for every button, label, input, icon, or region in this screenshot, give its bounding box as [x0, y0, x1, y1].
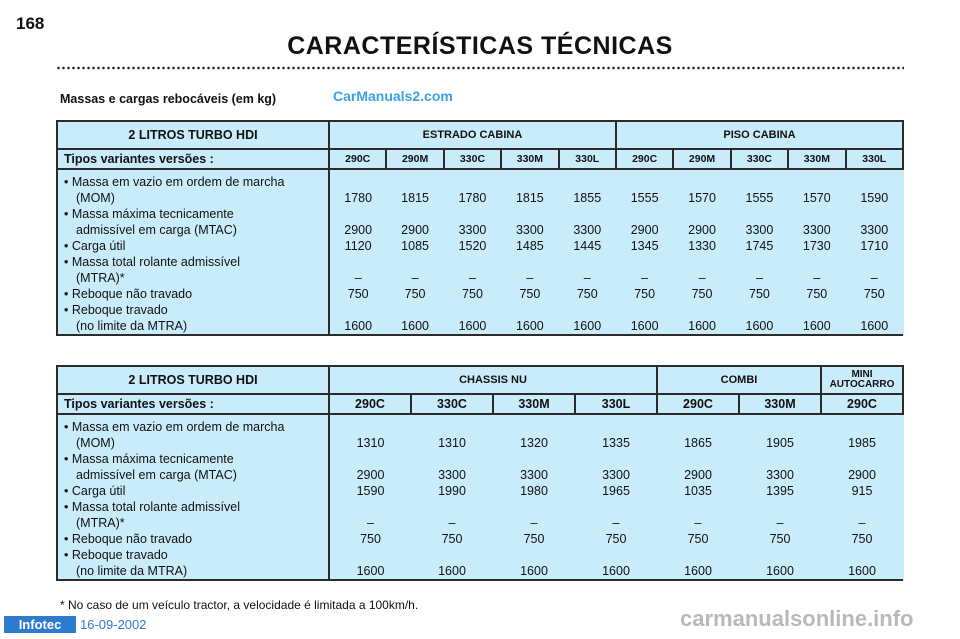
infotec-logo: Infotec: [4, 616, 76, 633]
value-spacer: [731, 302, 788, 318]
value-mtac: 3300: [602, 468, 630, 482]
value-mom: 1320: [520, 436, 548, 450]
value-reboque-nao-travado: 750: [634, 287, 656, 301]
value-spacer: [444, 206, 501, 222]
value-spacer: [575, 499, 657, 515]
value-spacer: [657, 499, 739, 515]
value-mtac: 3300: [745, 223, 774, 237]
value-spacer: [501, 174, 558, 190]
value-carga: 1330: [688, 239, 716, 253]
value-carga: 1120: [344, 239, 372, 253]
value-reboque-nao-travado: 750: [523, 532, 545, 546]
table1-group-estrado-cabina: ESTRADO CABINA: [329, 121, 616, 149]
value-spacer: [444, 174, 501, 190]
value-mtra: –: [694, 516, 702, 530]
value-spacer: [821, 419, 903, 435]
value-carga: 1990: [438, 484, 466, 498]
value-mtac: 3300: [802, 223, 831, 237]
value-spacer: [731, 206, 788, 222]
print-date: 16-09-2002: [80, 617, 147, 632]
value-mtra: –: [698, 271, 706, 285]
value-mom: 1310: [356, 436, 385, 450]
table1-value-column: [386, 169, 443, 335]
value-spacer: [616, 174, 673, 190]
footnote: * No caso de um veículo tractor, a velocidade é limitada a 100km/h.: [60, 598, 419, 612]
value-mtac: 2900: [344, 223, 373, 237]
value-mtra: –: [367, 516, 374, 530]
table1-variant: 290M: [673, 149, 730, 169]
watermark-top: CarManuals2.com: [333, 88, 453, 104]
value-mtra: –: [612, 516, 620, 530]
value-mom: 1780: [344, 191, 373, 205]
value-reboque-nao-travado: 750: [519, 287, 541, 301]
value-reboque-nao-travado: 750: [605, 532, 627, 546]
value-reboque-travado: 1600: [688, 319, 716, 333]
value-spacer: [731, 174, 788, 190]
value-mtra: –: [870, 271, 878, 285]
value-spacer: [731, 254, 788, 270]
value-spacer: [330, 302, 386, 318]
value-spacer: [575, 547, 657, 563]
value-mom: 1815: [515, 191, 544, 205]
value-reboque-travado: 1600: [520, 564, 548, 578]
value-spacer: [411, 419, 493, 435]
table1-variant: 290M: [386, 149, 443, 169]
value-reboque-nao-travado: 750: [576, 287, 598, 301]
value-mtac: 3300: [438, 468, 466, 482]
value-spacer: [411, 547, 493, 563]
value-mom: 1855: [573, 191, 602, 205]
section-subtitle: Massas e cargas rebocáveis (em kg): [60, 92, 277, 106]
value-spacer: [846, 206, 903, 222]
value-reboque-travado: 1600: [848, 564, 876, 578]
table1-value-column: [616, 169, 673, 335]
table2-variant: 330C: [411, 394, 493, 414]
value-spacer: [673, 206, 730, 222]
value-spacer: [330, 419, 411, 435]
table2-value-column: [575, 414, 657, 580]
table1-value-column: [444, 169, 501, 335]
value-mom: 1985: [848, 436, 876, 450]
table1-variant: 330L: [846, 149, 903, 169]
table1-value-column: [788, 169, 845, 335]
value-carga: 1710: [860, 239, 889, 253]
value-spacer: [501, 302, 558, 318]
table1-variant: 330C: [731, 149, 788, 169]
label-reboque-nao-travado: • Reboque não travado: [64, 532, 193, 546]
label-reboque-travado-sub: (no limite da MTRA): [76, 319, 188, 333]
value-reboque-nao-travado: 750: [687, 532, 709, 546]
label-mom-sub: (MOM): [76, 436, 115, 450]
value-spacer: [330, 547, 411, 563]
table2-group-mini: MINI: [851, 369, 873, 380]
value-mtra: –: [448, 516, 456, 530]
value-spacer: [657, 547, 739, 563]
label-mtac-sub: admissível em carga (MTAC): [76, 223, 237, 237]
value-spacer: [411, 451, 493, 467]
value-spacer: [616, 302, 673, 318]
table2-variant: 290C: [329, 394, 411, 414]
value-spacer: [739, 499, 821, 515]
label-mom: • Massa em vazio em ordem de marcha: [64, 420, 285, 434]
label-mom: • Massa em vazio em ordem de marcha: [64, 175, 285, 189]
label-mtac-sub: admissível em carga (MTAC): [76, 468, 237, 482]
value-mom: 1555: [630, 191, 659, 205]
value-mtra: –: [526, 271, 534, 285]
label-mtra-sub: (MTRA)*: [76, 271, 125, 285]
table1-row-labels: [57, 169, 329, 335]
value-spacer: [386, 302, 443, 318]
value-mom: 1335: [602, 436, 630, 450]
page-number: 168: [16, 14, 45, 33]
value-mom: 1780: [458, 191, 487, 205]
value-mtra: –: [354, 271, 362, 285]
table1-value-column: [559, 169, 616, 335]
value-reboque-travado: 1600: [438, 564, 466, 578]
mass-table-1: [56, 120, 904, 336]
value-reboque-travado: 1600: [745, 319, 774, 333]
value-spacer: [821, 547, 903, 563]
table2-variant: 330M: [493, 394, 575, 414]
value-carga: 1980: [520, 484, 548, 498]
value-carga: 1730: [802, 239, 831, 253]
value-reboque-nao-travado: 750: [441, 532, 463, 546]
value-reboque-travado: 1600: [684, 564, 712, 578]
value-spacer: [788, 174, 845, 190]
table2-variants-label: Tipos variantes versões :: [57, 394, 329, 414]
page-title: CARACTERÍSTICAS TÉCNICAS: [287, 32, 673, 60]
value-spacer: [846, 174, 903, 190]
value-reboque-nao-travado: 750: [863, 287, 885, 301]
value-mtac: 3300: [766, 468, 794, 482]
table1-value-column: [501, 169, 558, 335]
value-mtac: 3300: [860, 223, 889, 237]
table1-variant: 330M: [788, 149, 845, 169]
value-spacer: [493, 419, 575, 435]
value-spacer: [444, 254, 501, 270]
value-mtra: –: [469, 271, 476, 285]
value-spacer: [616, 206, 673, 222]
value-mom: 1570: [802, 191, 831, 205]
value-reboque-travado: 1600: [344, 319, 373, 333]
value-mtac: 3300: [520, 468, 548, 482]
value-mom: 1310: [438, 436, 466, 450]
table1-value-column: [731, 169, 788, 335]
value-spacer: [575, 419, 657, 435]
value-spacer: [386, 206, 443, 222]
table1-variant: 330L: [559, 149, 616, 169]
value-mom: 1865: [684, 436, 712, 450]
label-mtac: • Massa máxima tecnicamente: [64, 207, 234, 221]
label-mtra: • Massa total rolante admissível: [64, 500, 240, 514]
value-reboque-nao-travado: 750: [360, 532, 381, 546]
dotted-divider: [56, 66, 904, 70]
value-carga: 1085: [401, 239, 429, 253]
value-mom: 1555: [745, 191, 774, 205]
value-spacer: [846, 254, 903, 270]
value-spacer: [493, 451, 575, 467]
watermark-bottom: carmanualsonline.info: [680, 606, 914, 631]
table1-value-column: [673, 169, 730, 335]
value-reboque-travado: 1600: [766, 564, 794, 578]
value-reboque-travado: 1600: [602, 564, 630, 578]
value-reboque-nao-travado: 750: [347, 287, 369, 301]
table2-group-mini-autocarro: [821, 366, 903, 394]
value-carga: 1035: [684, 484, 712, 498]
table2-group-combi: COMBI: [657, 366, 821, 394]
value-mom: 1905: [766, 436, 794, 450]
value-carga: 1485: [515, 239, 544, 253]
value-mtac: 2900: [401, 223, 429, 237]
value-mtac: 3300: [515, 223, 544, 237]
label-reboque-travado: • Reboque travado: [64, 548, 168, 562]
value-spacer: [575, 451, 657, 467]
label-mtra: • Massa total rolante admissível: [64, 255, 240, 269]
value-mom: 1590: [860, 191, 889, 205]
value-mtac: 2900: [688, 223, 716, 237]
table2-variant: 290C: [657, 394, 739, 414]
label-carga: • Carga útil: [64, 484, 126, 498]
value-reboque-nao-travado: 750: [749, 287, 770, 301]
value-spacer: [673, 254, 730, 270]
value-spacer: [673, 302, 730, 318]
table1-group-piso-cabina: PISO CABINA: [616, 121, 903, 149]
table1-variants-label: Tipos variantes versões :: [57, 149, 329, 169]
label-reboque-travado-sub: (no limite da MTRA): [76, 564, 188, 578]
table1-variant: 330M: [501, 149, 558, 169]
table1-value-column: [329, 169, 386, 335]
value-mtra: –: [776, 516, 784, 530]
label-carga: • Carga útil: [64, 239, 126, 253]
mass-table-2: [56, 365, 904, 581]
value-reboque-nao-travado: 750: [851, 532, 873, 546]
value-spacer: [788, 206, 845, 222]
table2-variant: 330M: [739, 394, 821, 414]
value-mtac: 2900: [848, 468, 876, 482]
value-spacer: [846, 302, 903, 318]
value-spacer: [788, 302, 845, 318]
table2-model-header: 2 LITROS TURBO HDI: [57, 366, 329, 394]
value-spacer: [788, 254, 845, 270]
table1-model-header: 2 LITROS TURBO HDI: [57, 121, 329, 149]
value-spacer: [493, 499, 575, 515]
table2-variant: 330L: [575, 394, 657, 414]
value-reboque-nao-travado: 750: [462, 287, 483, 301]
value-mtac: 2900: [684, 468, 712, 482]
value-spacer: [657, 451, 739, 467]
value-spacer: [386, 174, 443, 190]
label-reboque-travado: • Reboque travado: [64, 303, 168, 317]
value-reboque-nao-travado: 750: [769, 532, 791, 546]
value-spacer: [559, 206, 616, 222]
value-mtra: –: [411, 271, 419, 285]
value-reboque-travado: 1600: [802, 319, 831, 333]
value-reboque-travado: 1600: [356, 564, 385, 578]
value-spacer: [330, 206, 386, 222]
value-spacer: [501, 206, 558, 222]
value-reboque-travado: 1600: [630, 319, 659, 333]
value-spacer: [411, 499, 493, 515]
value-mtra: –: [530, 516, 538, 530]
value-spacer: [444, 302, 501, 318]
value-spacer: [501, 254, 558, 270]
label-mtra-sub: (MTRA)*: [76, 516, 125, 530]
value-carga: 915: [851, 484, 873, 498]
value-carga: 1745: [745, 239, 774, 253]
value-mtac: 2900: [630, 223, 659, 237]
value-reboque-nao-travado: 750: [404, 287, 426, 301]
table2-group-autocarro: AUTOCARRO: [829, 379, 895, 390]
value-reboque-nao-travado: 750: [691, 287, 713, 301]
table1-variant: 290C: [616, 149, 673, 169]
label-reboque-nao-travado: • Reboque não travado: [64, 287, 193, 301]
value-spacer: [673, 174, 730, 190]
value-reboque-travado: 1600: [860, 319, 889, 333]
table2-value-column: [411, 414, 493, 580]
label-mtac: • Massa máxima tecnicamente: [64, 452, 234, 466]
value-mtac: 3300: [573, 223, 602, 237]
table2-row-labels: [57, 414, 329, 580]
value-reboque-travado: 1600: [515, 319, 544, 333]
value-spacer: [330, 499, 411, 515]
value-mtra: –: [755, 271, 763, 285]
value-spacer: [559, 254, 616, 270]
value-mtra: –: [583, 271, 591, 285]
value-spacer: [739, 451, 821, 467]
value-reboque-nao-travado: 750: [806, 287, 828, 301]
label-mom-sub: (MOM): [76, 191, 115, 205]
table2-group-chassis-nu: CHASSIS NU: [329, 366, 657, 394]
value-spacer: [739, 419, 821, 435]
value-mtra: –: [858, 516, 866, 530]
value-spacer: [493, 547, 575, 563]
value-reboque-travado: 1600: [573, 319, 602, 333]
value-carga: 1590: [356, 484, 385, 498]
table2-value-column: [329, 414, 411, 580]
value-spacer: [821, 451, 903, 467]
value-spacer: [616, 254, 673, 270]
value-spacer: [330, 174, 386, 190]
table2-value-column: [739, 414, 821, 580]
value-mom: 1570: [688, 191, 716, 205]
table2-variant: 290C: [821, 394, 903, 414]
value-carga: 1445: [573, 239, 602, 253]
value-spacer: [559, 174, 616, 190]
value-spacer: [657, 419, 739, 435]
value-spacer: [330, 254, 386, 270]
table2-value-column: [493, 414, 575, 580]
value-carga: 1520: [458, 239, 487, 253]
value-carga: 1965: [602, 484, 630, 498]
table2-value-column: [821, 414, 903, 580]
value-reboque-travado: 1600: [401, 319, 429, 333]
table2-value-column: [657, 414, 739, 580]
table1-variant: 330C: [444, 149, 501, 169]
value-spacer: [330, 451, 411, 467]
value-spacer: [559, 302, 616, 318]
value-reboque-travado: 1600: [458, 319, 487, 333]
value-spacer: [821, 499, 903, 515]
value-carga: 1395: [766, 484, 794, 498]
value-mtac: 3300: [458, 223, 487, 237]
value-carga: 1345: [630, 239, 659, 253]
value-mtra: –: [641, 271, 649, 285]
value-mom: 1815: [401, 191, 429, 205]
table1-value-column: [846, 169, 903, 335]
table1-variant: 290C: [329, 149, 386, 169]
value-mtra: –: [813, 271, 821, 285]
value-spacer: [739, 547, 821, 563]
value-spacer: [386, 254, 443, 270]
value-mtac: 2900: [356, 468, 385, 482]
